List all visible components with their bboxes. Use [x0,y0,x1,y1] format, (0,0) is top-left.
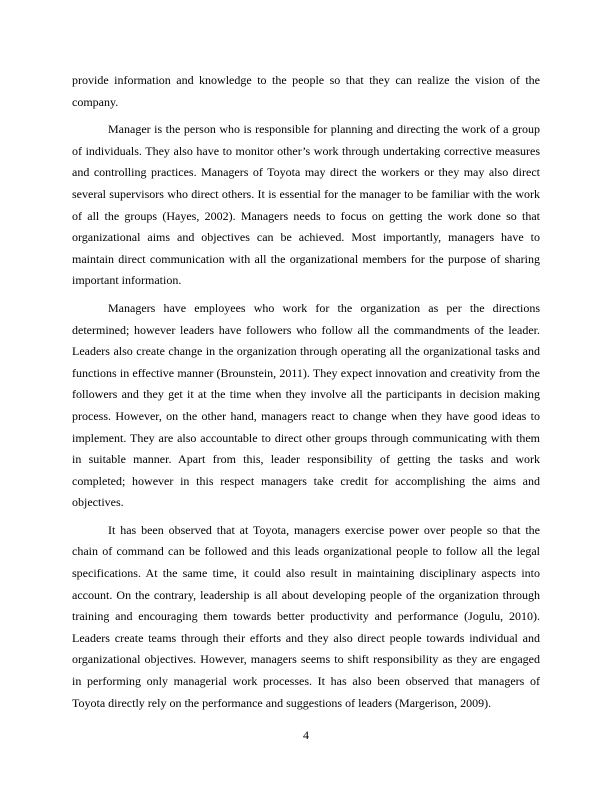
page-number: 4 [303,728,309,742]
document-page [72,70,540,720]
paragraph-continuation: provide information and knowledge to the people so that they can realize the vision of the company. [72,73,540,109]
paragraph-managers-vs-leaders: Managers have employees who work for the organization as per the directions determined; however leaders have followers who follow all the commandments of the leader. Leaders also create change in the organization through operating all the organizational tasks and functions in effective manner (Brounstein, 2011). They expect innovation and creativity from the followers and they get it at the time when they involve all the participants in decision making process. However, on the other hand, managers react to change when they have good ideas to implement. They are also accountable to direct other groups through communicating with them in suitable manner. Apart from this, leader responsibility of getting the tasks and work completed; however in this respect managers take credit for accomplishing the aims and objectives. [72,300,540,510]
paragraph-manager-definition: Manager is the person who is responsible for planning and directing the work of a group of individuals. They also have to monitor other’s work through undertaking corrective measures and controlling practices. Managers of Toyota may direct the workers or they may also direct several supervisors who direct others. It is essential for the manager to be familiar with the work of all the groups (Hayes, 2002). Managers needs to focus on getting the work done so that organizational aims and objectives can be achieved. Most importantly, managers have to maintain direct communication with all the organizational members for the purpose of sharing important information. [72,122,540,288]
paragraph-toyota-observation: It has been observed that at Toyota, managers exercise power over people so that the chain of command can be followed and this leads organizational people to follow all the legal specifications. At the same time, it could also result in maintaining disciplinary aspects into account. On the contrary, leadership is all about developing people of the organization through training and encouraging them towards better productivity and performance (Jogulu, 2010). Leaders create teams through their efforts and they also direct people towards individual and organizational objectives. However, managers seems to shift responsibility as they are engaged in performing only managerial work processes. It has also been observed that managers of Toyota directly rely on the performance and suggestions of leaders (Margerison, 2009). [72,522,540,710]
